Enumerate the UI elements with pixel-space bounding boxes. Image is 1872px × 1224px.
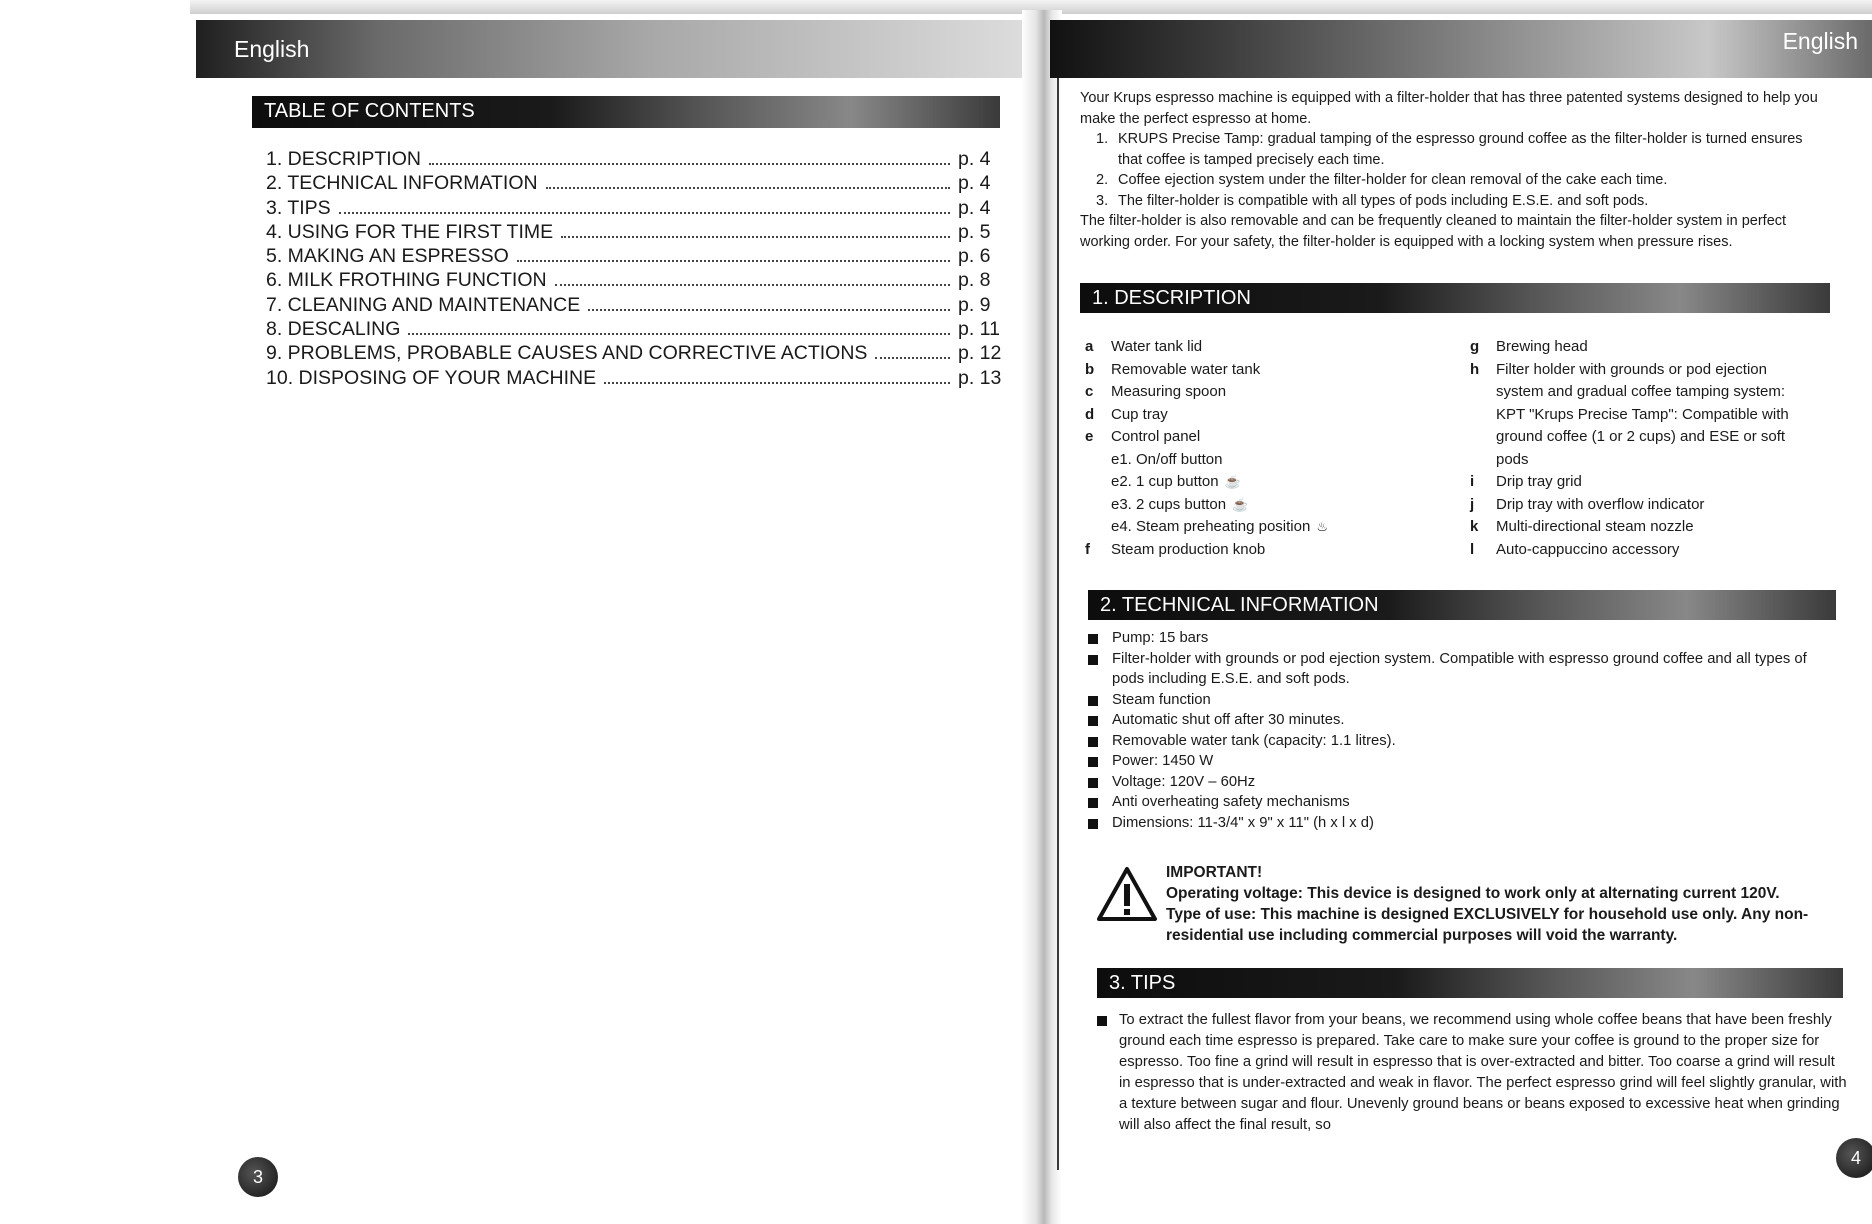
left-page-header — [196, 20, 1022, 78]
right-page-header — [1050, 20, 1872, 78]
table-of-contents — [266, 148, 1002, 391]
toc-entry-label: 9. PROBLEMS, PROBABLE CAUSES AND CORRECTIVE ACTIONS — [266, 342, 868, 365]
description-text: Filter holder with grounds or pod ejection system and gradual coffee tamping system: KPT "Krups Precise Tamp": Compatible with ground coffee (1 or 2 cups) and ESE or soft pods — [1496, 360, 1789, 468]
description-letter: i — [1470, 473, 1475, 490]
description-list-right — [1470, 336, 1815, 561]
toc-leader-dots — [604, 382, 950, 384]
control-panel-item — [1085, 516, 1415, 539]
description-item — [1085, 359, 1415, 382]
toc-entry-label: 2. TECHNICAL INFORMATION — [266, 172, 538, 195]
description-letter: k — [1470, 518, 1479, 535]
toc-leader-dots — [429, 163, 950, 165]
important-voltage: Operating voltage: This device is designed to work only at alternating current 120V. — [1166, 885, 1780, 902]
technical-list — [1088, 628, 1838, 833]
description-item — [1470, 494, 1815, 517]
technical-item: Removable water tank (capacity: 1.1 litres). — [1088, 731, 1838, 752]
control-panel-item — [1085, 449, 1415, 472]
technical-item: Power: 1450 W — [1088, 751, 1838, 772]
description-letter: c — [1085, 383, 1094, 400]
control-panel-item-text: e3. 2 cups button — [1111, 495, 1227, 513]
toc-entry — [266, 367, 1002, 391]
toc-entry-label: 5. MAKING AN ESPRESSO — [266, 245, 509, 268]
description-item — [1085, 404, 1415, 427]
toc-entry-page: p. 8 — [958, 269, 991, 292]
control-panel-item — [1085, 494, 1415, 517]
description-letter: e — [1085, 428, 1094, 445]
description-text: Control panel — [1111, 428, 1201, 445]
description-text: Water tank lid — [1111, 338, 1203, 355]
description-text: Multi-directional steam nozzle — [1496, 518, 1694, 535]
toc-entry — [266, 294, 1002, 318]
page-number-left: 3 — [238, 1157, 278, 1197]
description-text: Brewing head — [1496, 338, 1588, 355]
toc-entry — [266, 318, 1002, 342]
description-letter: l — [1470, 540, 1475, 558]
description-letter: d — [1085, 405, 1095, 423]
warning-icon — [1096, 866, 1158, 922]
control-panel-item-text: e4. Steam preheating position — [1111, 518, 1311, 535]
toc-entry-label: 10. DISPOSING OF YOUR MACHINE — [266, 366, 597, 389]
description-item — [1085, 426, 1415, 449]
intro-paragraph: Your Krups espresso machine is equipped with a filter-holder that has three patented systems designed to help you make the perfect espresso at home. — [1080, 90, 1818, 127]
intro-item-text: The filter-holder is compatible with all types of pods including E.S.E. and soft pods. — [1118, 192, 1649, 209]
spine-line — [1057, 60, 1059, 1170]
technical-heading: 2. TECHNICAL INFORMATION — [1088, 590, 1836, 620]
description-list-left — [1085, 336, 1415, 561]
intro-paragraph-2: The filter-holder is also removable and can be frequently cleaned to maintain the filter-holder system in perfect working order. For your safety, the filter-holder is equipped with a locking system when pressure rises. — [1080, 213, 1787, 250]
intro-item: 2. Coffee ejection system under the filter-holder for clean removal of the cake each time. — [1096, 172, 1668, 188]
two-cups-icon: ☕ — [1232, 496, 1249, 512]
toc-entry — [266, 148, 1002, 172]
toc-entry-label: 4. USING FOR THE FIRST TIME — [266, 220, 554, 243]
tips-heading: 3. TIPS — [1097, 968, 1843, 998]
steam-icon: ♨ — [1316, 519, 1328, 534]
description-letter: g — [1470, 338, 1480, 355]
toc-entry — [266, 221, 1002, 245]
description-text: Drip tray grid — [1496, 473, 1582, 490]
control-panel-item-text: e2. 1 cup button — [1111, 473, 1219, 490]
description-text: Steam production knob — [1111, 540, 1266, 558]
toc-leader-dots — [875, 357, 950, 359]
toc-entry-page: p. 4 — [958, 196, 991, 219]
toc-entry-label: 7. CLEANING AND MAINTENANCE — [266, 293, 581, 316]
toc-entry — [266, 197, 1002, 221]
intro-text — [1080, 88, 1830, 252]
toc-entry-page: p. 5 — [958, 220, 991, 243]
book-spine — [1022, 10, 1062, 1224]
technical-item: Steam function — [1088, 690, 1838, 711]
toc-entry-page: p. 6 — [958, 245, 991, 268]
toc-leader-dots — [561, 236, 950, 238]
technical-item: Filter-holder with grounds or pod ejection system. Compatible with espresso ground coffee and all types of pods including E.S.E. and soft pods. — [1088, 649, 1838, 690]
technical-item: Dimensions: 11-3/4" x 9" x 11" (h x l x d) — [1088, 813, 1838, 834]
description-item — [1085, 336, 1415, 359]
toc-entry — [266, 245, 1002, 269]
technical-item: Anti overheating safety mechanisms — [1088, 792, 1838, 813]
toc-entry-label: 8. DESCALING — [266, 318, 401, 341]
intro-item-text: Coffee ejection system under the filter-holder for clean removal of the cake each time. — [1118, 172, 1668, 188]
description-item — [1470, 539, 1815, 562]
toc-entry-page: p. 4 — [958, 172, 991, 195]
toc-entry-page: p. 12 — [958, 342, 1002, 365]
technical-item: Voltage: 120V – 60Hz — [1088, 772, 1838, 793]
toc-entry — [266, 269, 1002, 293]
tips-list — [1097, 1010, 1849, 1136]
description-heading: 1. DESCRIPTION — [1080, 283, 1830, 313]
toc-entry-page: p. 11 — [958, 318, 1000, 341]
control-panel-item — [1085, 471, 1415, 494]
technical-item: Pump: 15 bars — [1088, 628, 1838, 649]
page-number-right: 4 — [1836, 1138, 1872, 1178]
description-item — [1470, 359, 1815, 472]
description-letter: f — [1085, 540, 1090, 558]
description-item — [1085, 381, 1415, 404]
description-item — [1470, 471, 1815, 494]
description-text: Cup tray — [1111, 405, 1168, 423]
description-letter: h — [1470, 360, 1480, 378]
intro-item: 1. KRUPS Precise Tamp: gradual tamping of the espresso ground coffee as the filter-holder is turned ensures that coffee is tamped precisely each time. — [1096, 131, 1803, 168]
toc-entry-label: 1. DESCRIPTION — [266, 148, 421, 170]
description-text: Drip tray with overflow indicator — [1496, 495, 1705, 513]
important-use: Type of use: This machine is designed EXCLUSIVELY for household use only. Any non-residential use including commercial purposes will void the warranty. — [1166, 906, 1809, 944]
toc-leader-dots — [546, 187, 950, 189]
description-letter: a — [1085, 338, 1094, 355]
cup-icon: ☕ — [1224, 474, 1241, 489]
language-label: English — [1782, 28, 1858, 54]
description-text: Auto-cappuccino accessory — [1496, 540, 1680, 558]
toc-entry-page: p. 13 — [958, 366, 1002, 389]
toc-leader-dots — [555, 284, 950, 286]
description-item — [1470, 336, 1815, 359]
technical-item: Automatic shut off after 30 minutes. — [1088, 710, 1838, 731]
intro-item-text: KRUPS Precise Tamp: gradual tamping of the espresso ground coffee as the filter-holder is turned ensures that coffee is tamped precisely each time. — [1118, 131, 1803, 168]
toc-entry-page: p. 4 — [958, 148, 991, 170]
toc-leader-dots — [517, 260, 950, 262]
description-letter: j — [1470, 495, 1475, 513]
important-title: IMPORTANT! — [1166, 864, 1263, 881]
language-label: English — [234, 36, 310, 62]
toc-leader-dots — [408, 333, 950, 335]
intro-item: 3. The filter-holder is compatible with all types of pods including E.S.E. and soft pods. — [1096, 192, 1649, 209]
control-panel-item-text: e1. On/off button — [1111, 450, 1223, 468]
toc-leader-dots — [588, 309, 950, 311]
description-text: Measuring spoon — [1111, 383, 1227, 400]
toc-leader-dots — [339, 212, 950, 214]
description-text: Removable water tank — [1111, 360, 1261, 378]
description-item — [1085, 539, 1415, 562]
toc-entry-label: 3. TIPS — [266, 196, 331, 219]
patented-systems-list — [1080, 129, 1830, 211]
tip-item: To extract the fullest flavor from your beans, we recommend using whole coffee beans that have been freshly ground each time espresso is prepared. Take care to make sure your coffee is ground to the proper size for espresso. Too fine a grind will result in espresso that is over-extracted and bitter. Too coarse a grind will result in espresso that is under-extracted and weak in flavor. The perfect espresso grind will feel slightly granular, with a texture between sugar and flour. Unevenly ground beans or beans exposed to excessive heat when grinding will also affect the final result, so — [1097, 1010, 1849, 1136]
toc-entry-page: p. 9 — [958, 293, 991, 316]
toc-entry — [266, 172, 1002, 196]
description-item — [1470, 516, 1815, 539]
toc-entry-label: 6. MILK FROTHING FUNCTION — [266, 269, 547, 292]
toc-heading: TABLE OF CONTENTS — [252, 96, 1000, 128]
toc-entry — [266, 342, 1002, 366]
description-letter: b — [1085, 360, 1095, 378]
